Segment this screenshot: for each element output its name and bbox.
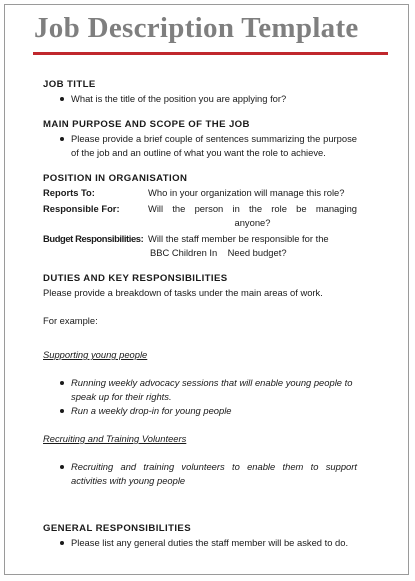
title-underline xyxy=(33,52,388,55)
budget-row xyxy=(43,232,357,246)
job-title-heading: JOB TITLE xyxy=(43,79,96,90)
area-recruiting-volunteers: Recruiting and Training Volunteers xyxy=(43,433,187,444)
budget-value: Will the staff member be responsible for the xyxy=(148,233,329,244)
reports-to-label: Reports To: xyxy=(43,187,95,198)
area2-bullet-1: Recruiting and training volunteers to enable them to support activities with young people xyxy=(43,460,357,488)
general-bullet: Please list any general duties the staff member will be asked to do. xyxy=(43,536,357,550)
responsible-for-value-cont: anyone? xyxy=(234,217,271,228)
area1-bullet-1: Running weekly advocacy sessions that will enable young people to speak up for their rights. xyxy=(43,376,357,404)
position-heading: POSITION IN ORGANISATION xyxy=(43,173,188,184)
page-title: Job Description Template xyxy=(34,12,359,44)
duties-heading: DUTIES AND KEY RESPONSIBILITIES xyxy=(43,273,228,284)
purpose-heading: MAIN PURPOSE AND SCOPE OF THE JOB xyxy=(43,119,250,130)
duties-intro: Please provide a breakdown of tasks under the main areas of work. xyxy=(43,287,323,298)
general-heading: GENERAL RESPONSIBILITIES xyxy=(43,523,192,534)
document-body xyxy=(43,78,357,550)
responsible-for-value: Will the person in the role be managing xyxy=(148,203,357,214)
responsible-for-label: Responsible For: xyxy=(43,203,120,214)
budget-value-cont: BBC Children In Need budget? xyxy=(150,247,287,258)
area-supporting-young-people: Supporting young people xyxy=(43,349,148,360)
reports-to-value: Who in your organization will manage this role? xyxy=(148,187,345,198)
job-title-bullet: What is the title of the position you are applying for? xyxy=(43,92,357,106)
budget-label: Budget Responsibilities: xyxy=(43,233,144,244)
reports-to-row xyxy=(43,186,357,200)
for-example-text: For example: xyxy=(43,315,98,326)
area1-bullet-2: Run a weekly drop-in for young people xyxy=(43,404,357,418)
responsible-for-row xyxy=(43,202,357,216)
purpose-bullet: Please provide a brief couple of sentences summarizing the purpose of the job and an outline of what you want the role to achieve. xyxy=(43,132,357,160)
